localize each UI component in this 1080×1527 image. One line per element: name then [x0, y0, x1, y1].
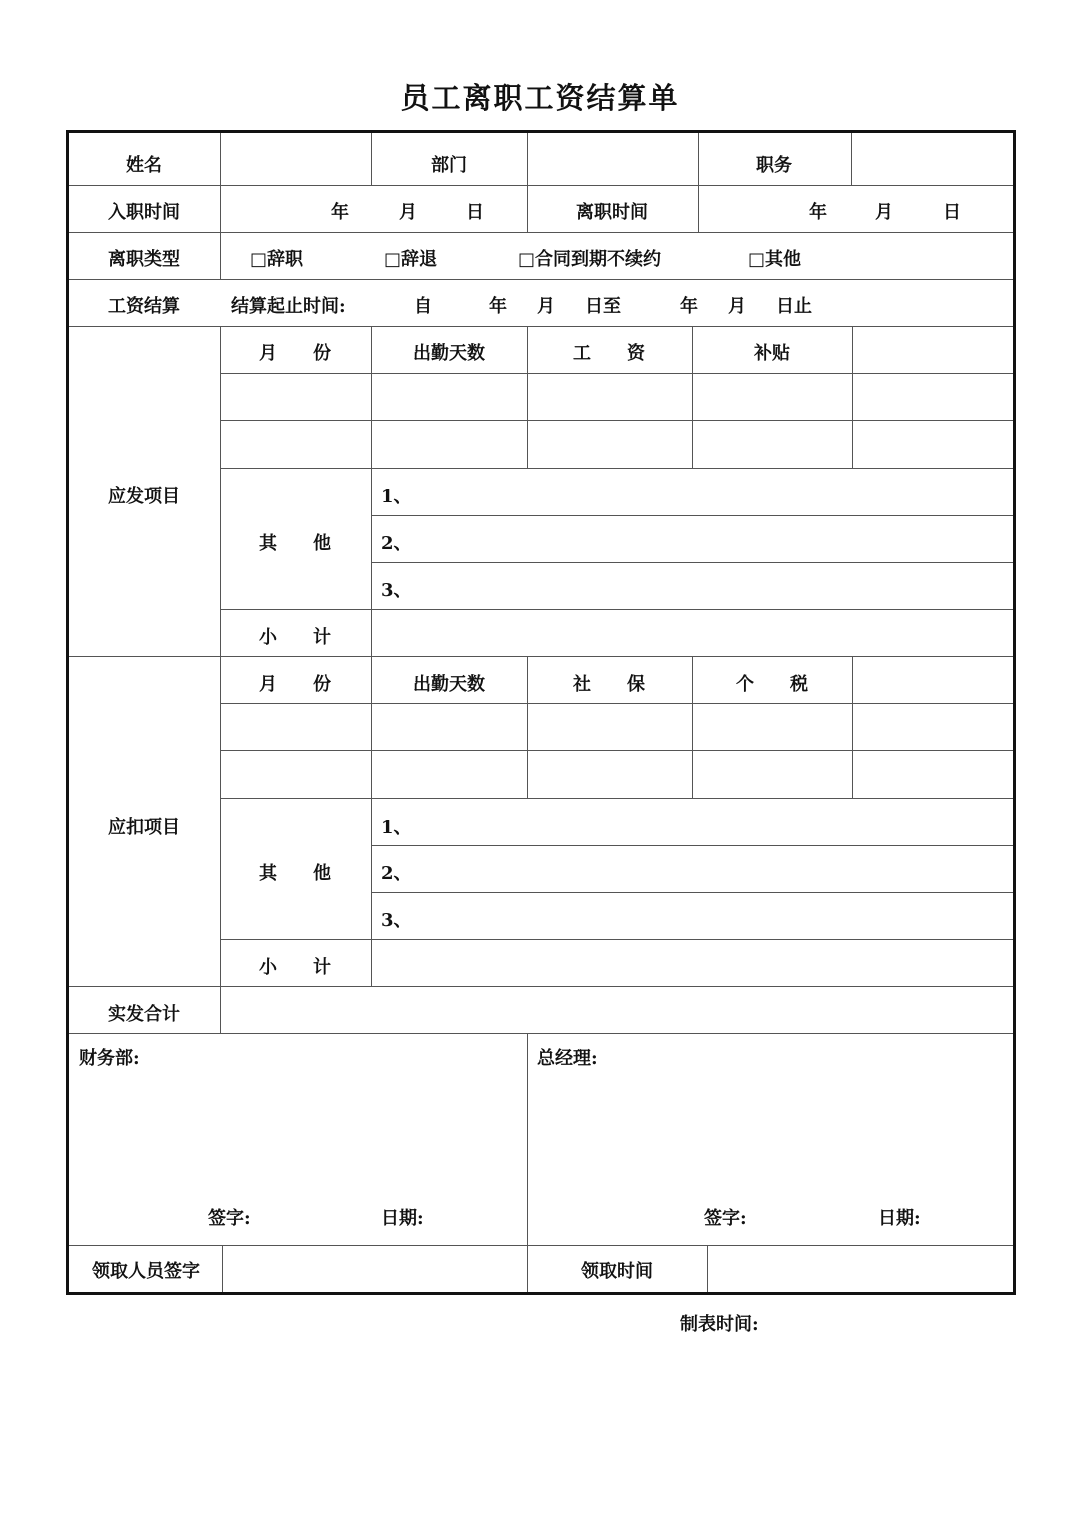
deduct-header-month: 月 份 [259, 674, 331, 695]
payable-header-days: 出勤天数 [413, 343, 485, 364]
finance-sign-label: 签字: [208, 1208, 251, 1229]
position-label: 职务 [756, 155, 792, 176]
prepared-time-label: 制表时间: [680, 1314, 759, 1335]
option-resign[interactable]: □辞职 [250, 249, 304, 270]
payable-other-1: 1、 [381, 486, 412, 507]
deduct-other-2: 2、 [381, 863, 412, 884]
settlement-form-table [66, 130, 1016, 1295]
manager-date-label: 日期: [878, 1208, 921, 1229]
period-year-2: 年 [680, 296, 698, 317]
leave-type-label: 离职类型 [108, 249, 180, 270]
deduct-header-income-tax: 个 税 [736, 674, 808, 695]
deduct-other-3: 3、 [381, 910, 412, 931]
leave-day-unit: 日 [943, 202, 961, 223]
manager-label: 总经理: [537, 1048, 598, 1069]
receiver-signature-label: 领取人员签字 [92, 1261, 200, 1282]
period-year-1: 年 [489, 296, 507, 317]
payable-other-3: 3、 [381, 580, 412, 601]
payable-label: 应发项目 [108, 486, 180, 507]
manager-sign-label: 签字: [704, 1208, 747, 1229]
deduct-other-label: 其 他 [259, 863, 331, 884]
period-day-end: 日止 [776, 296, 812, 317]
payable-header-month: 月 份 [259, 343, 331, 364]
leave-year-unit: 年 [809, 202, 827, 223]
finance-label: 财务部: [79, 1048, 140, 1069]
deduct-subtotal-label: 小 计 [259, 957, 331, 978]
option-other[interactable]: □其他 [748, 249, 802, 270]
payable-header-wage: 工 资 [573, 343, 645, 364]
payable-other-2: 2、 [381, 533, 412, 554]
period-month-2: 月 [728, 296, 746, 317]
option-contract-expired[interactable]: □合同到期不续约 [518, 249, 662, 270]
deduct-header-days: 出勤天数 [413, 674, 485, 695]
period-day-to: 日至 [585, 296, 621, 317]
settlement-period-label: 结算起止时间: [231, 296, 346, 317]
leave-month-unit: 月 [875, 202, 893, 223]
deduct-label: 应扣项目 [108, 817, 180, 838]
receive-time-label: 领取时间 [581, 1261, 653, 1282]
payable-header-allowance: 补贴 [754, 343, 790, 364]
period-from: 自 [414, 296, 432, 317]
payable-subtotal-label: 小 计 [259, 627, 331, 648]
leave-date-label: 离职时间 [576, 202, 648, 223]
deduct-other-1: 1、 [381, 817, 412, 838]
deduct-header-social-insurance: 社 保 [573, 674, 645, 695]
hire-day-unit: 日 [466, 202, 484, 223]
page-title: 员工离职工资结算单 [400, 81, 680, 115]
net-pay-label: 实发合计 [108, 1004, 180, 1025]
settlement-label: 工资结算 [108, 296, 180, 317]
hire-month-unit: 月 [399, 202, 417, 223]
finance-date-label: 日期: [381, 1208, 424, 1229]
period-month-1: 月 [537, 296, 555, 317]
option-dismissed[interactable]: □辞退 [384, 249, 438, 270]
hire-date-label: 入职时间 [108, 202, 180, 223]
payable-other-label: 其 他 [259, 533, 331, 554]
hire-year-unit: 年 [331, 202, 349, 223]
name-label: 姓名 [126, 155, 162, 176]
department-label: 部门 [431, 155, 467, 176]
